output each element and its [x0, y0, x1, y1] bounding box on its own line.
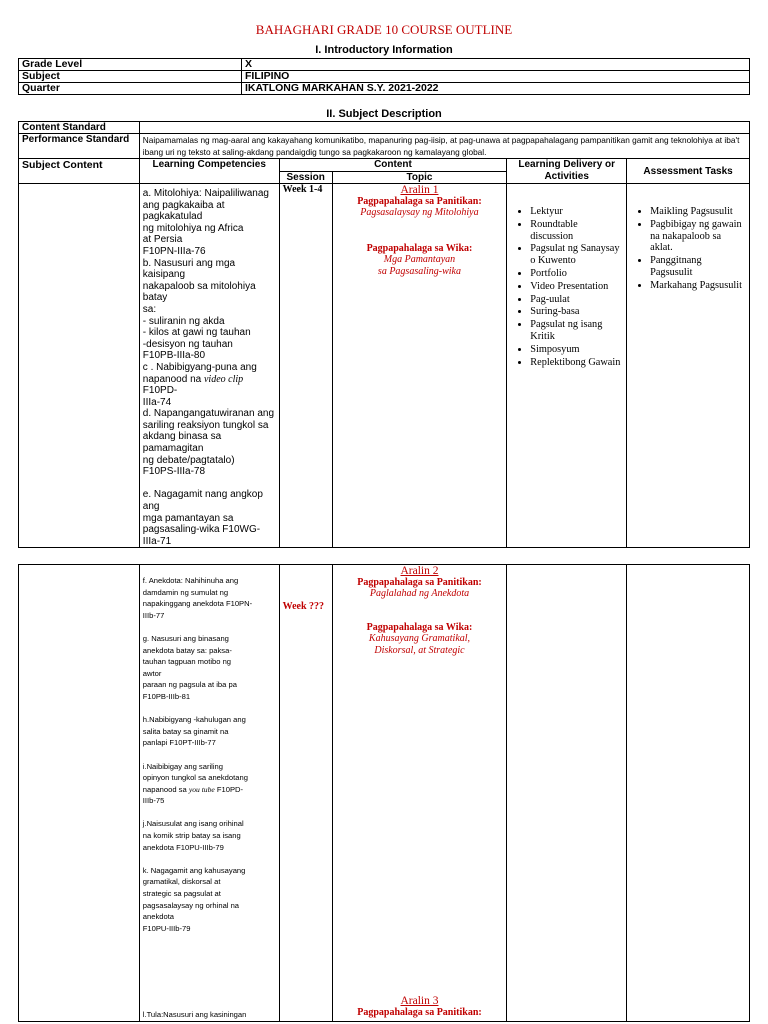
list-item: • Replektibong Gawain — [530, 357, 623, 369]
subject-content-cell — [19, 565, 140, 1022]
competency-line: anekdota F10PU-IIIb-79 — [142, 842, 224, 852]
wika-heading: Pagpapahalaga sa Wika: — [366, 243, 473, 254]
table-row — [19, 122, 750, 134]
course-outline-table-continued — [18, 564, 750, 1022]
activities-list — [510, 206, 623, 368]
wika-topic: Diskorsal, at Strategic — [374, 645, 465, 656]
competency-line: ng mitolohiya ng Africa — [142, 222, 244, 234]
list-item: • Video Presentation — [530, 281, 623, 293]
competency-line: h.Nabibigyang -kahulugan ang — [142, 715, 246, 725]
competency-line: F10PN-IIIa-76 — [142, 245, 206, 257]
competency-line: ng debate/pagtatalo) — [142, 454, 235, 466]
list-item: • Pagsulat ng Sanaysay o Kuwento — [530, 243, 623, 267]
row-label: Quarter — [19, 83, 242, 95]
list-item: • Maikling Pagsusulit — [650, 206, 746, 218]
content-standard-label: Content Standard — [19, 122, 140, 134]
competency-line: - suliranin ng akda — [142, 315, 225, 327]
row-label: Subject — [19, 71, 242, 83]
competency-line: na komik strip batay sa isang — [142, 831, 241, 841]
assessments-cell — [627, 565, 750, 1022]
table-row — [19, 83, 750, 95]
competency-line: sa: — [142, 303, 157, 315]
panitikan-topic: Pagsasalaysay ng Mitolohiya — [360, 207, 479, 218]
learning-competencies-header: Learning Competencies — [139, 159, 279, 184]
competency-line: -desisyon ng tauhan — [142, 338, 233, 350]
competency-line: damdamin ng sumulat ng — [142, 587, 229, 597]
competency-line: sariling reaksiyon tungkol sa — [142, 419, 269, 431]
document-title: BAHAGHARI GRADE 10 COURSE OUTLINE — [255, 22, 513, 37]
list-item: • Pagbibigay ng gawain na nakapaloob sa aklat. — [650, 219, 746, 254]
competency-line: b. Nasusuri ang mga kaisipang — [142, 257, 236, 281]
competency-line: F10PB-IIIa-80 — [142, 350, 206, 362]
topic-header: Topic — [332, 171, 507, 184]
list-item: • Suring-basa — [530, 306, 623, 318]
assessment-tasks-header: Assessment Tasks — [627, 159, 750, 184]
competency-line: salita batay sa ginamit na — [142, 726, 229, 736]
competency-line: F10PU-IIIb-79 — [142, 923, 191, 933]
session-cell: Week 1-4 — [279, 184, 332, 548]
competency-line: F10PS-IIIa-78 — [142, 466, 206, 478]
row-value: X — [242, 59, 750, 71]
competency-line: gramatikal, diskorsal at — [142, 877, 221, 887]
assessments-cell — [627, 184, 750, 548]
subject-content-label: Subject Content — [19, 159, 140, 184]
table-row — [19, 565, 750, 1022]
competency-line: nakapaloob sa mitolohiya batay — [142, 280, 256, 304]
competency-line: - kilos at gawi ng tauhan — [142, 327, 251, 339]
competency-line: akdang binasa sa pamamagitan — [142, 431, 222, 455]
list-item: • Pag-uulat — [530, 294, 623, 306]
activities-cell — [507, 565, 627, 1022]
panitikan-topic: Paglalahad ng Anekdota — [369, 588, 470, 599]
list-item: • Roundtable discussion — [530, 219, 623, 243]
table-row — [19, 184, 750, 548]
list-item: • Markahang Pagsusulit — [650, 280, 746, 292]
competency-line: awtor — [142, 668, 162, 678]
table-row — [19, 71, 750, 83]
competencies-cell — [139, 565, 279, 1022]
competency-line: napanood na video clip F10PD- — [142, 373, 244, 397]
competency-line: at Persia — [142, 234, 183, 246]
performance-standard-label: Performance Standard — [19, 134, 140, 159]
subject-content-cell — [19, 184, 140, 548]
competency-line: c . Nabibigyang-puna ang — [142, 361, 257, 373]
wika-topic: Mga Pamantayan — [383, 254, 456, 265]
competency-line: pagsasalaysay ng orhinal na — [142, 900, 240, 910]
panitikan-heading: Pagpapahalaga sa Panitikan: — [357, 1007, 482, 1018]
session-header: Session — [279, 171, 332, 184]
competency-line: k. Nagagamit ang kahusayang — [142, 865, 246, 875]
assessments-list — [630, 206, 746, 292]
activities-cell — [507, 184, 627, 548]
competency-line: pagsasaling-wika F10WG-IIIa-71 — [142, 524, 261, 547]
competency-line: j.Naisusulat ang isang orihinal — [142, 819, 244, 829]
competency-line: F10PB-IIIb-81 — [142, 691, 191, 701]
competency-line: IIIa-74 — [142, 396, 172, 408]
row-value: IKATLONG MARKAHAN S.Y. 2021-2022 — [242, 83, 750, 95]
competency-line: g. Nasusuri ang binasang — [142, 633, 229, 643]
subject-description-table — [18, 121, 750, 548]
table-row — [19, 134, 750, 159]
content-header: Content — [279, 159, 507, 172]
row-value: FILIPINO — [242, 71, 750, 83]
list-item: • Simposyum — [530, 344, 623, 356]
competency-line: IIIb-75 — [142, 796, 165, 806]
performance-standard-text: Naipamamalas ng mag-aaral ang kakayahang komunikatibo, mapanuring pag-iisip, at pag-unawa at pagpapahalagang pampanitikan gamit ang teknolohiya at iba't ibang uri ng teksto at saling-akdang pandaigdig tungo sa pagkakaroon ng kamalayang global. — [139, 134, 749, 159]
competencies-cell — [139, 184, 279, 548]
competency-line: tauhan tagpuan motibo ng — [142, 657, 232, 667]
intro-table — [18, 58, 750, 95]
competency-line: opinyon tungkol sa anekdotang — [142, 773, 248, 783]
topic-cell — [332, 565, 507, 1022]
aralin-heading: Aralin 3 — [400, 995, 439, 1007]
competency-line: IIIb-77 — [142, 610, 165, 620]
aralin-heading: Aralin 2 — [400, 565, 439, 577]
panitikan-heading: Pagpapahalaga sa Panitikan: — [357, 577, 482, 588]
section-heading-intro: I. Introductory Information — [315, 44, 453, 56]
competency-line: a. Mitolohiya: Naipaliliwanag — [142, 188, 269, 199]
wika-topic: sa Pagsasaling-wika — [377, 266, 461, 277]
section-heading-description: II. Subject Description — [326, 108, 442, 120]
competency-line: napakinggang anekdota F10PN- — [142, 599, 253, 609]
table-header-row — [19, 159, 750, 172]
wika-topic: Kahusayang Gramatikal, — [368, 633, 471, 644]
list-item: • Lektyur — [530, 206, 623, 218]
competency-line: l.Tula:Nasusuri ang kasiningan — [142, 1010, 247, 1019]
competency-line: e. Nagagamit nang angkop ang — [142, 489, 263, 513]
list-item: • Portfolio — [530, 268, 623, 280]
competency-line: i.Naibibigay ang sariling — [142, 761, 223, 771]
row-label: Grade Level — [19, 59, 242, 71]
competency-line: napanood sa you tube F10PD- — [142, 784, 244, 794]
competency-line: paraan ng pagsula at iba pa — [142, 680, 237, 690]
competency-line: panlapi F10PT-IIIb-77 — [142, 738, 216, 748]
competency-line: f. Anekdota: Nahihinuha ang — [142, 576, 239, 585]
content-standard-value — [139, 122, 749, 134]
panitikan-heading: Pagpapahalaga sa Panitikan: — [357, 196, 482, 207]
topic-cell — [332, 184, 507, 548]
table-row — [19, 59, 750, 71]
competency-line: anekdota batay sa: paksa- — [142, 645, 232, 655]
aralin-heading: Aralin 1 — [400, 184, 439, 196]
competency-line: strategic sa pagsulat at — [142, 889, 221, 899]
competency-line: ang pagkakaiba at pagkakatulad — [142, 199, 225, 223]
competency-line: d. Napangangatuwiranan ang — [142, 408, 275, 420]
learning-delivery-header: Learning Delivery or Activities — [507, 159, 627, 184]
competency-line: mga pamantayan sa — [142, 512, 234, 524]
wika-heading: Pagpapahalaga sa Wika: — [366, 622, 473, 633]
competency-line: anekdota — [142, 912, 175, 922]
list-item: • Pagsulat ng isang Kritik — [530, 319, 623, 343]
session-cell: Week ??? — [279, 565, 332, 1022]
list-item: • Panggitnang Pagsusulit — [650, 255, 746, 279]
